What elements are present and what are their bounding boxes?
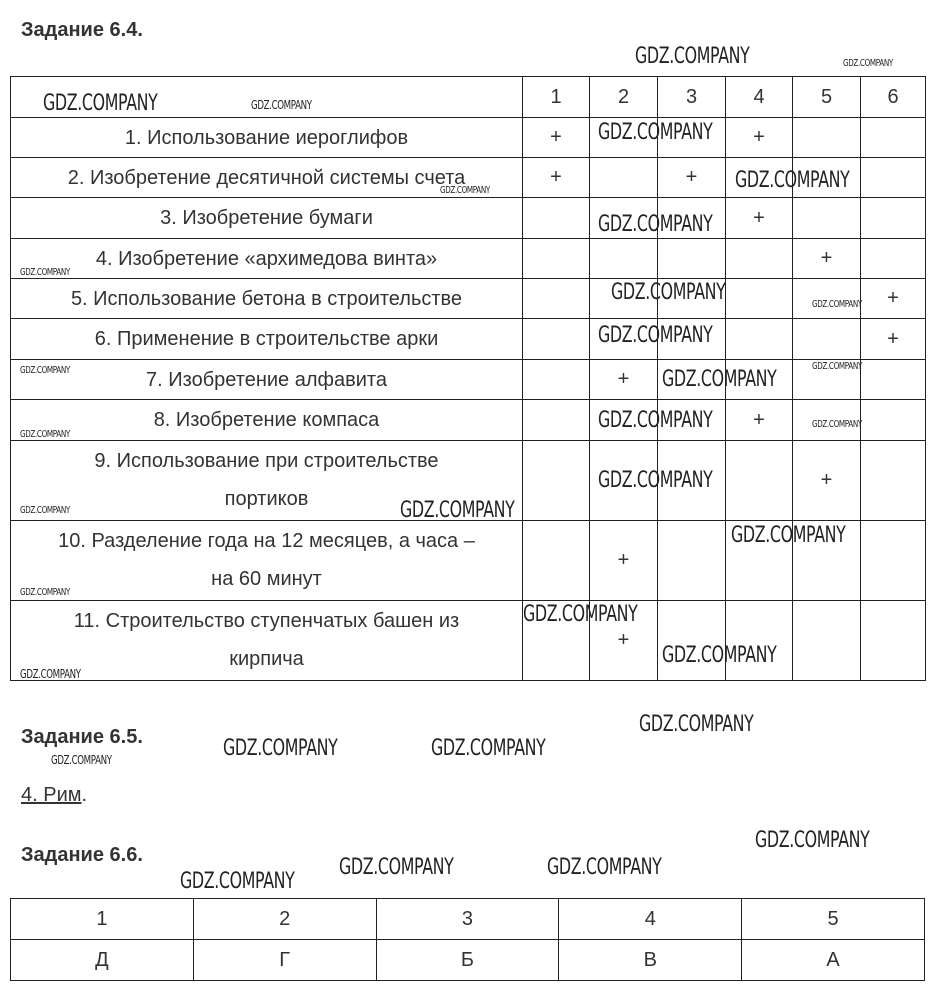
mark-cell <box>861 198 926 239</box>
watermark: GDZ.COMPANY <box>755 828 870 853</box>
row-label-line: 4. Изобретение «архимедова винта» <box>95 248 438 270</box>
answer-letter: В <box>559 940 742 981</box>
row-label <box>11 118 523 158</box>
watermark: GDZ.COMPANY <box>662 643 777 668</box>
mark-cell <box>658 239 726 279</box>
column-number: 1 <box>11 899 194 940</box>
mark-cell: + <box>793 239 861 279</box>
row-label-line: на 60 минут <box>211 568 322 590</box>
row-label <box>11 521 523 601</box>
watermark: GDZ.COMPANY <box>635 44 750 69</box>
mark-cell <box>726 279 793 319</box>
mark-cell <box>861 521 926 601</box>
column-header: 3 <box>658 77 726 118</box>
watermark: GDZ.COMPANY <box>662 367 777 392</box>
watermark: GDZ.COMPANY <box>20 587 70 598</box>
column-header: 2 <box>590 77 658 118</box>
watermark: GDZ.COMPANY <box>812 299 862 310</box>
watermark: GDZ.COMPANY <box>440 185 490 196</box>
row-label <box>11 319 523 360</box>
row-label-line: 1. Использование иероглифов <box>124 127 409 149</box>
row-label-line: 3. Изобретение бумаги <box>160 207 373 229</box>
task-6-6-table <box>10 898 925 981</box>
row-label-line: 6. Применение в строительстве арки <box>94 328 439 350</box>
mark-cell <box>523 319 590 360</box>
mark-cell <box>793 601 861 681</box>
mark-cell: + <box>793 441 861 521</box>
watermark: GDZ.COMPANY <box>812 419 862 430</box>
mark-cell <box>523 521 590 601</box>
mark-cell: + <box>590 601 658 681</box>
watermark: GDZ.COMPANY <box>20 365 70 376</box>
mark-cell <box>861 400 926 441</box>
answer-letter: Д <box>11 940 194 981</box>
mark-cell <box>861 239 926 279</box>
table-row <box>11 239 926 279</box>
watermark: GDZ.COMPANY <box>20 667 81 681</box>
column-number: 5 <box>742 899 925 940</box>
mark-cell <box>861 158 926 198</box>
watermark: GDZ.COMPANY <box>431 736 546 761</box>
watermark: GDZ.COMPANY <box>731 523 846 548</box>
mark-cell <box>726 319 793 360</box>
mark-cell <box>793 198 861 239</box>
watermark: GDZ.COMPANY <box>598 323 713 348</box>
task-6-6-title: Задание 6.6. <box>21 844 143 866</box>
task-6-5-title: Задание 6.5. <box>21 726 143 748</box>
watermark: GDZ.COMPANY <box>598 408 713 433</box>
watermark: GDZ.COMPANY <box>598 120 713 145</box>
watermark: GDZ.COMPANY <box>639 712 754 737</box>
table-row <box>11 279 926 319</box>
row-label <box>11 360 523 400</box>
column-header: 4 <box>726 77 793 118</box>
mark-cell <box>861 360 926 400</box>
table-row <box>11 360 926 400</box>
mark-cell <box>523 239 590 279</box>
watermark: GDZ.COMPANY <box>523 602 638 627</box>
row-label-line: 7. Изобретение алфавита <box>146 369 387 391</box>
watermark: GDZ.COMPANY <box>180 869 295 894</box>
watermark: GDZ.COMPANY <box>20 267 70 278</box>
watermark: GDZ.COMPANY <box>843 58 893 69</box>
row-label <box>11 601 523 681</box>
mark-cell <box>590 158 658 198</box>
mark-cell <box>861 601 926 681</box>
watermark: GDZ.COMPANY <box>812 361 862 372</box>
column-header: 5 <box>793 77 861 118</box>
answer-letter: А <box>742 940 925 981</box>
column-number: 2 <box>193 899 376 940</box>
watermark: GDZ.COMPANY <box>598 212 713 237</box>
watermark: GDZ.COMPANY <box>51 753 112 767</box>
watermark: GDZ.COMPANY <box>547 855 662 880</box>
mark-cell <box>523 198 590 239</box>
mark-cell <box>523 360 590 400</box>
watermark: GDZ.COMPANY <box>339 855 454 880</box>
watermark: GDZ.COMPANY <box>598 468 713 493</box>
watermark: GDZ.COMPANY <box>20 505 70 516</box>
watermark: GDZ.COMPANY <box>20 429 70 440</box>
mark-cell: + <box>523 118 590 158</box>
mark-cell <box>861 118 926 158</box>
mark-cell <box>793 118 861 158</box>
mark-cell: + <box>726 118 793 158</box>
mark-cell <box>658 521 726 601</box>
row-label <box>11 279 523 319</box>
mark-cell: + <box>590 360 658 400</box>
mark-cell <box>590 239 658 279</box>
table-row <box>11 601 926 681</box>
mark-cell <box>523 279 590 319</box>
mark-cell: + <box>861 279 926 319</box>
watermark: GDZ.COMPANY <box>735 168 850 193</box>
mark-cell <box>726 601 793 681</box>
mark-cell: + <box>861 319 926 360</box>
mark-cell: + <box>658 158 726 198</box>
task-6-4-table <box>10 76 926 681</box>
table-row <box>11 198 926 239</box>
answer-letter: Б <box>376 940 559 981</box>
row-label <box>11 239 523 279</box>
watermark: GDZ.COMPANY <box>400 498 515 523</box>
table-row <box>11 118 926 158</box>
answer-text: 4. Рим <box>21 784 82 806</box>
answer-suffix: . <box>81 784 88 806</box>
mark-cell <box>658 601 726 681</box>
watermark: GDZ.COMPANY <box>223 736 338 761</box>
row-label-line: 10. Разделение года на 12 месяцев, а часа – <box>58 530 475 552</box>
mark-cell <box>726 441 793 521</box>
answer-letter: Г <box>193 940 376 981</box>
watermark: GDZ.COMPANY <box>611 280 726 305</box>
row-label-line: кирпича <box>229 648 304 670</box>
mark-cell: + <box>726 198 793 239</box>
mark-cell: + <box>590 521 658 601</box>
row-label <box>11 198 523 239</box>
row-label-line: 8. Изобретение компаса <box>153 409 380 431</box>
row-label <box>11 400 523 441</box>
mark-cell: + <box>523 158 590 198</box>
watermark: GDZ.COMPANY <box>43 91 158 116</box>
column-header: 1 <box>523 77 590 118</box>
row-label-line: портиков <box>224 488 309 510</box>
mark-cell <box>861 441 926 521</box>
column-header: 6 <box>861 77 926 118</box>
task-6-5-answer <box>21 784 87 807</box>
mark-cell <box>793 319 861 360</box>
table-row <box>11 319 926 360</box>
row-label-line: 2. Изобретение десятичной системы счета <box>67 167 466 189</box>
mark-cell <box>726 239 793 279</box>
mark-cell <box>523 400 590 441</box>
table-row <box>11 940 925 981</box>
mark-cell <box>523 441 590 521</box>
table-row <box>11 899 925 940</box>
row-label-line: 5. Использование бетона в строительстве <box>70 288 463 310</box>
row-label-line: 9. Использование при строительстве <box>94 450 439 472</box>
column-number: 4 <box>559 899 742 940</box>
mark-cell: + <box>726 400 793 441</box>
column-number: 3 <box>376 899 559 940</box>
row-label-line: 11. Строительство ступенчатых башен из <box>73 610 460 632</box>
task-6-4-title: Задание 6.4. <box>21 19 143 41</box>
table-row <box>11 400 926 441</box>
watermark: GDZ.COMPANY <box>251 98 312 112</box>
